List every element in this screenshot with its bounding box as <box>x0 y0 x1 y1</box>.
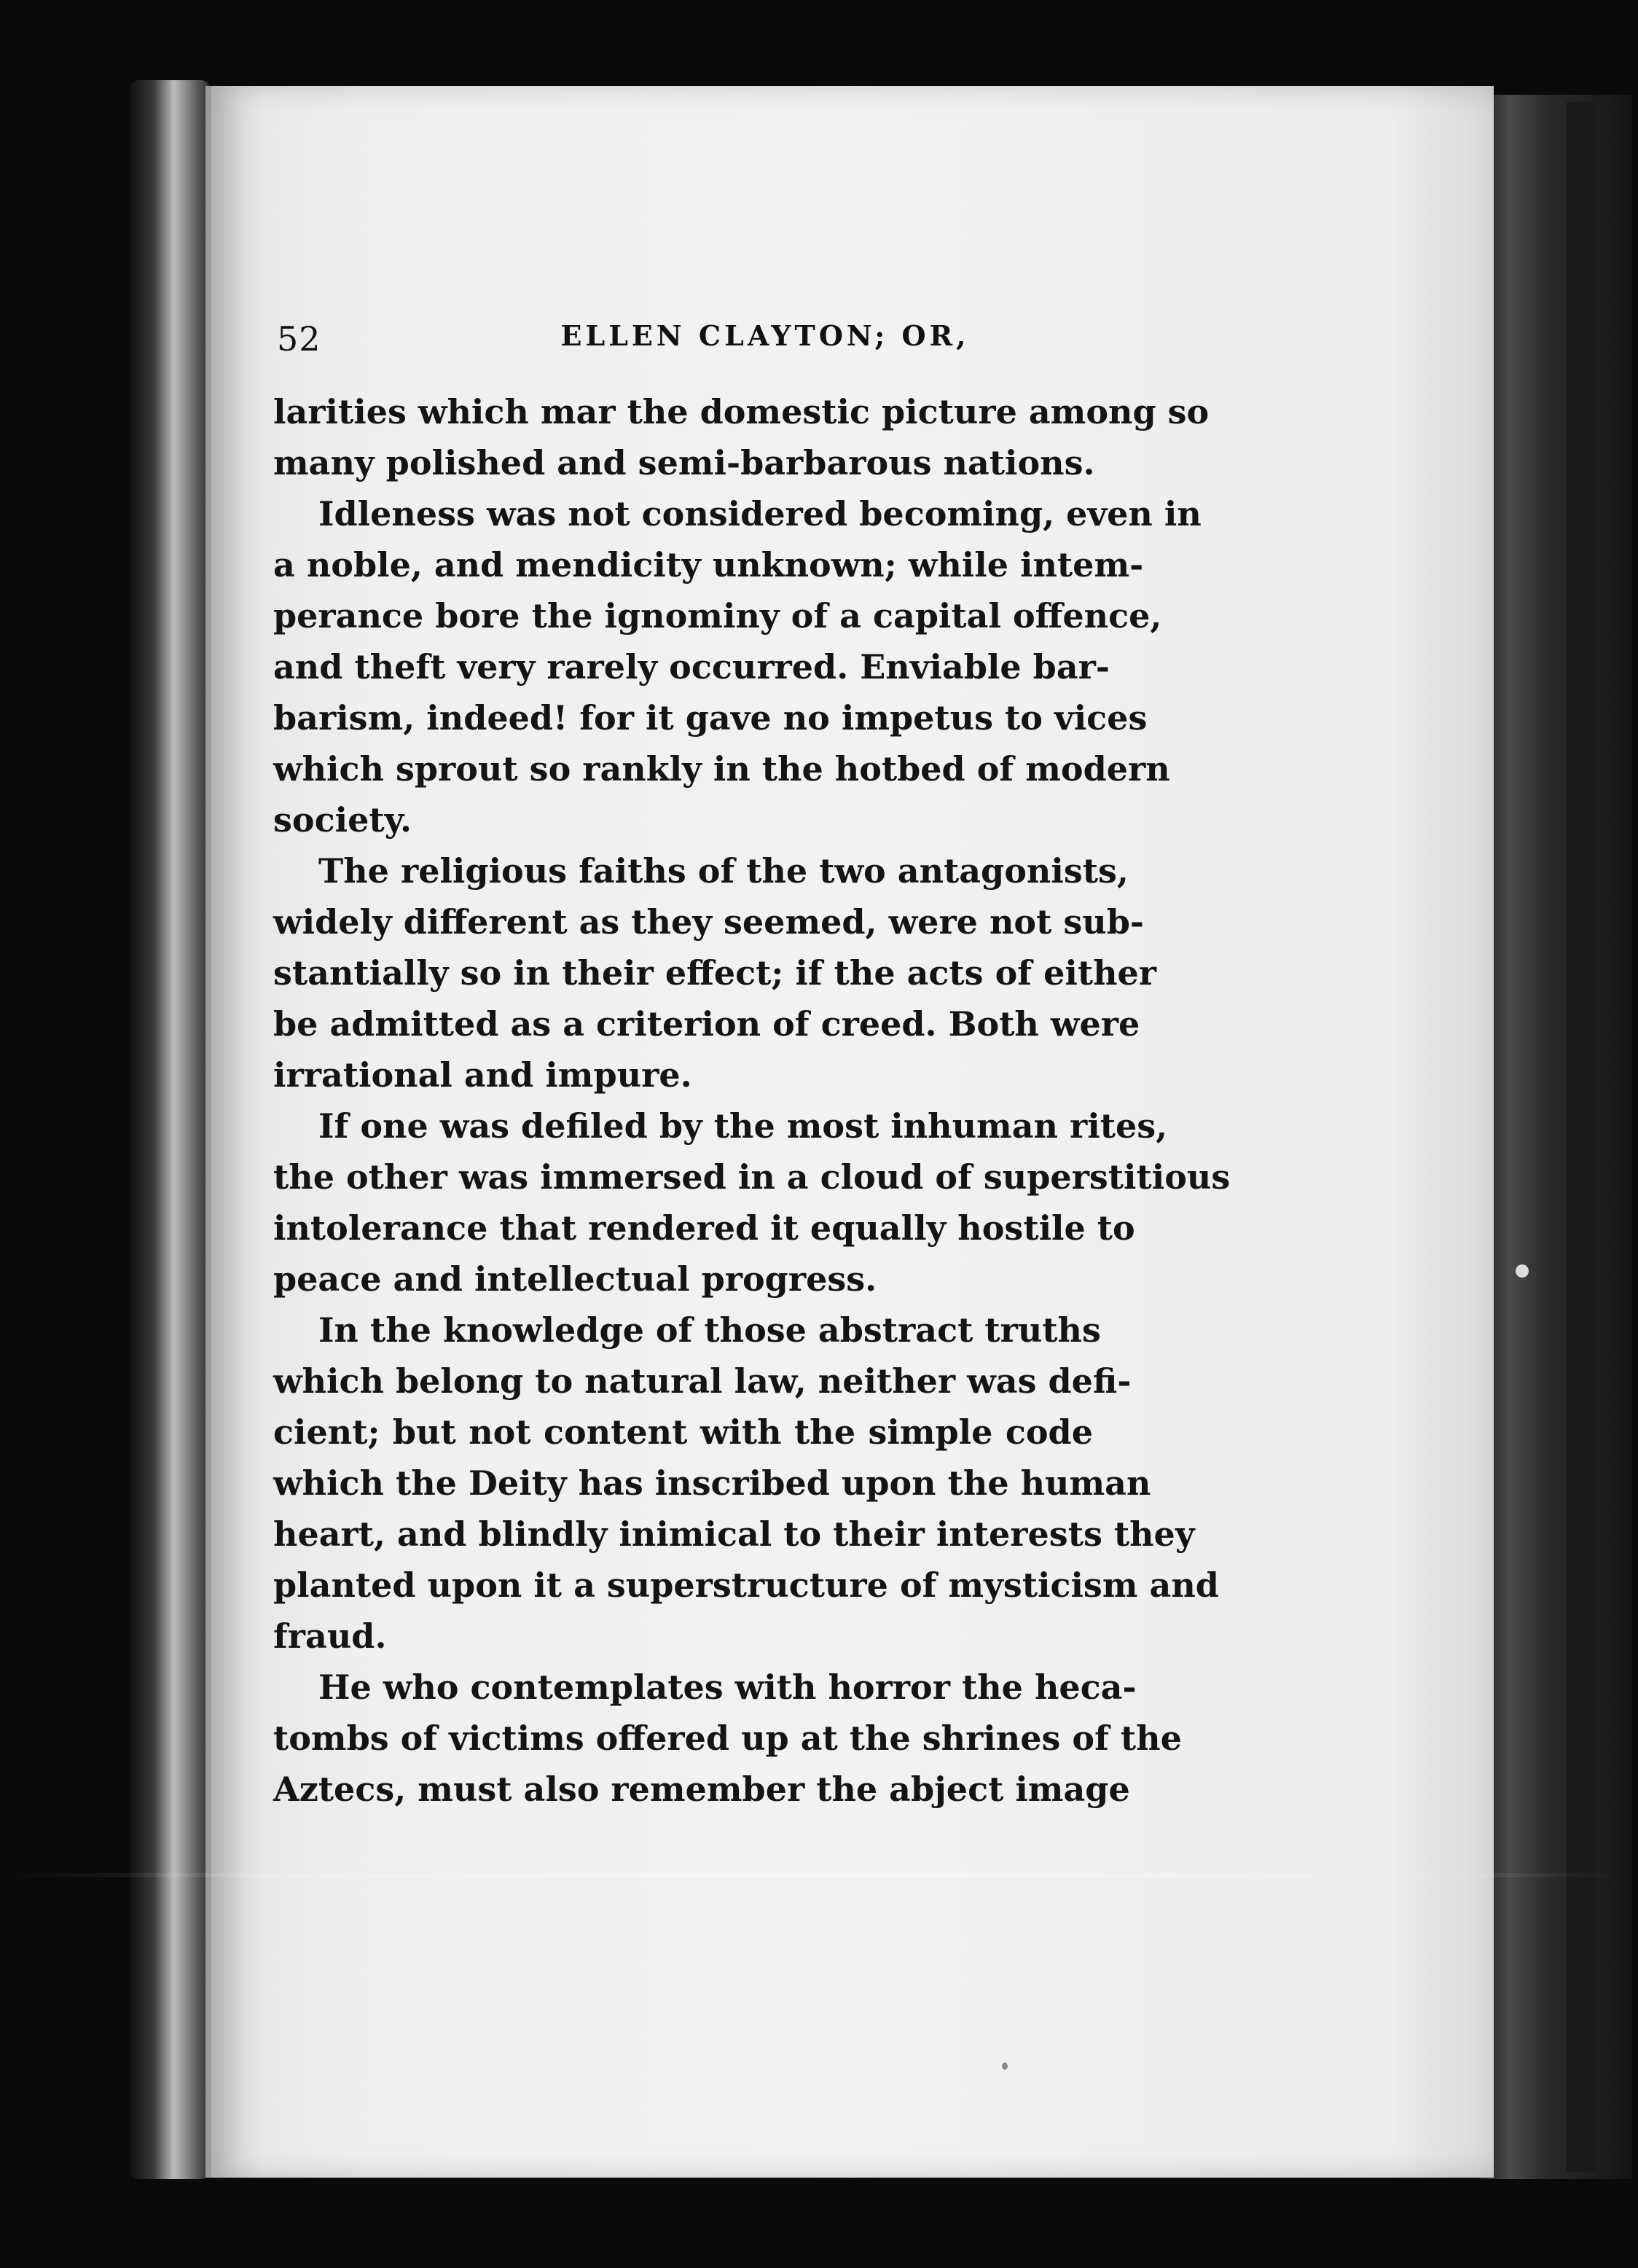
facing-page-edge <box>1479 95 1632 2179</box>
text-line: perance bore the ignominy of a capital offence, <box>273 596 1162 636</box>
text-line: cient; but not content with the simple code <box>273 1412 1093 1452</box>
text-line: If one was defiled by the most inhuman rites, <box>318 1106 1168 1146</box>
book-spine <box>130 80 210 2179</box>
text-line: the other was immersed in a cloud of superstitious <box>273 1157 1231 1197</box>
text-line: irrational and impure. <box>273 1055 692 1095</box>
text-line: Aztecs, must also remember the abject image <box>273 1770 1130 1809</box>
scan-artifact-streak <box>0 1873 1638 1877</box>
text-line: intolerance that rendered it equally hostile to <box>273 1208 1135 1248</box>
text-line: fraud. <box>273 1616 387 1656</box>
body-text <box>273 386 1231 1815</box>
text-line: and theft very rarely occurred. Enviable bar- <box>273 647 1110 687</box>
page-header <box>277 306 1253 364</box>
text-line: which belong to natural law, neither was defi- <box>273 1361 1132 1401</box>
text-line: be admitted as a criterion of creed. Both were <box>273 1004 1140 1044</box>
text-line: which the Deity has inscribed upon the human <box>273 1463 1151 1503</box>
text-line: many polished and semi-barbarous nations. <box>273 443 1095 482</box>
text-line: In the knowledge of those abstract truths <box>318 1310 1101 1350</box>
text-line: peace and intellectual progress. <box>273 1259 877 1299</box>
dust-speck <box>1002 2062 1008 2070</box>
text-line: barism, indeed! for it gave no impetus to vices <box>273 698 1148 738</box>
text-line: widely different as they seemed, were not sub- <box>273 902 1144 942</box>
facing-page-shadow <box>1567 102 1596 2172</box>
page-number: 52 <box>277 319 321 359</box>
text-line: The religious faiths of the two antagonists, <box>318 851 1129 891</box>
text-line: society. <box>273 800 412 840</box>
text-line: larities which mar the domestic picture among so <box>273 392 1210 431</box>
text-line: stantially so in their effect; if the acts of either <box>273 953 1157 993</box>
text-line: a noble, and mendicity unknown; while intem- <box>273 545 1144 584</box>
text-line: He who contemplates with horror the heca- <box>318 1667 1137 1707</box>
text-line: planted upon it a superstructure of mysticism and <box>273 1565 1219 1605</box>
running-title: ELLEN CLAYTON; OR, <box>560 319 970 352</box>
text-line: tombs of victims offered up at the shrines of the <box>273 1718 1182 1758</box>
text-line: which sprout so rankly in the hotbed of modern <box>273 749 1170 789</box>
text-line: Idleness was not considered becoming, even in <box>318 494 1202 533</box>
text-line: heart, and blindly inimical to their interests they <box>273 1514 1195 1554</box>
dust-speck <box>1516 1264 1529 1278</box>
